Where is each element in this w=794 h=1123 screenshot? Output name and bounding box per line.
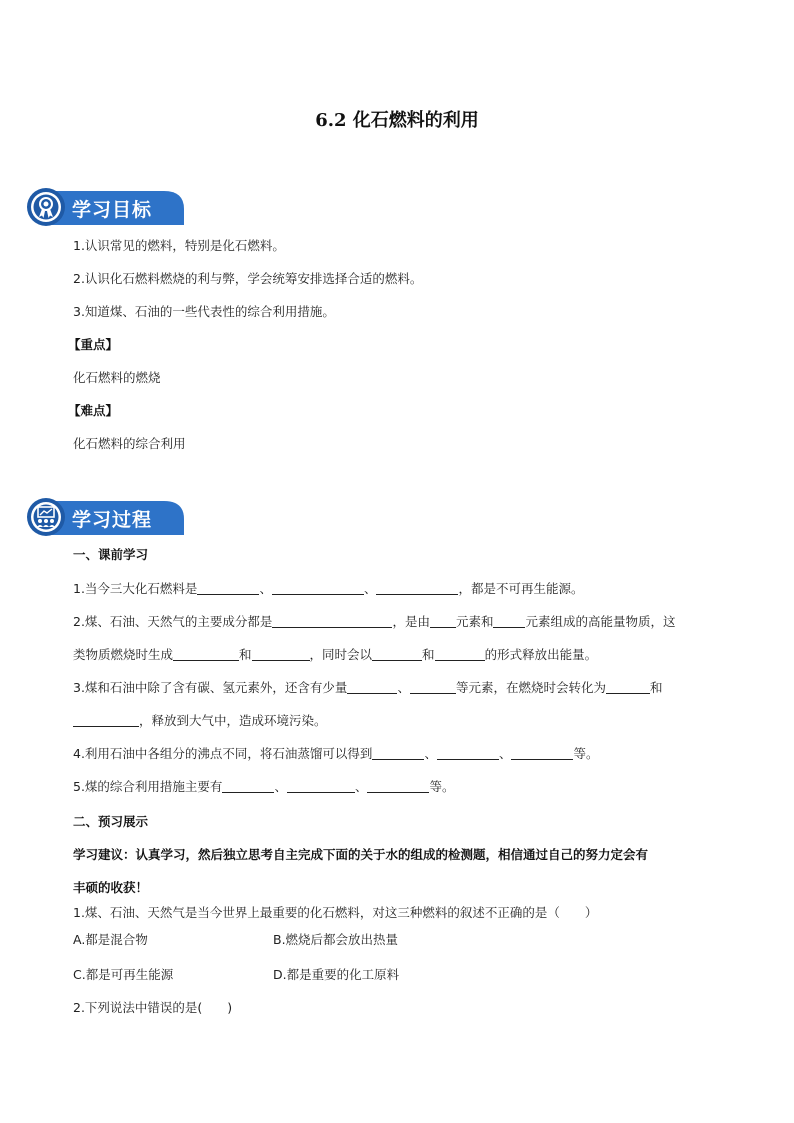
section-banner-process xyxy=(26,497,186,537)
answer-blank[interactable] xyxy=(272,613,392,628)
answer-blank[interactable] xyxy=(376,580,458,595)
goal-item: 1.认识常见的燃料，特别是化石燃料。 xyxy=(73,238,285,253)
answer-blank[interactable] xyxy=(272,580,364,595)
mcq-1-question: 1.煤、石油、天然气是当今世界上最重要的化石燃料，对这三种燃料的叙述不正确的是（ ） xyxy=(73,905,598,920)
study-advice: 学习建议：认真学习，然后独立思考自主完成下面的关于水的组成的检测题，相信通过自己的努力定会有 xyxy=(73,847,649,862)
section-title-goals: 学习目标 xyxy=(72,199,153,221)
mcq-2-question: 2.下列说法中错误的是( ) xyxy=(73,1000,233,1015)
answer-blank[interactable] xyxy=(511,745,573,760)
goal-item: 3.知道煤、石油的一些代表性的综合利用措施。 xyxy=(73,304,335,319)
answer-blank[interactable] xyxy=(410,679,456,694)
difficulty-text: 化石燃料的综合利用 xyxy=(73,436,186,451)
answer-blank[interactable] xyxy=(437,745,499,760)
question-2-cont: 类物质燃烧时生成 和 ，同时会以 和 的形式释放出能量。 xyxy=(73,647,598,662)
mcq-1-option-a[interactable]: A.都是混合物 xyxy=(73,932,148,947)
question-5: 5.煤的综合利用措施主要有 、 、 等。 xyxy=(73,779,455,794)
answer-blank[interactable] xyxy=(372,745,424,760)
answer-blank[interactable] xyxy=(197,580,259,595)
page-title: 6.2 化石燃料的利用 xyxy=(315,110,479,131)
section-banner-goals xyxy=(26,187,186,227)
difficulty-heading: 【难点】 xyxy=(68,403,119,418)
answer-blank[interactable] xyxy=(493,613,525,628)
question-2: 2.煤、石油、天然气的主要成分都是 ，是由 元素和 元素组成的高能量物质，这 xyxy=(73,614,676,629)
award-ribbon-icon xyxy=(26,187,66,227)
answer-blank[interactable] xyxy=(222,778,274,793)
key-text: 化石燃料的燃烧 xyxy=(73,370,161,385)
study-advice-cont: 丰硕的收获！ xyxy=(73,880,149,895)
answer-blank[interactable] xyxy=(606,679,650,694)
answer-blank[interactable] xyxy=(347,679,397,694)
answer-blank[interactable] xyxy=(372,646,422,661)
mcq-1-option-b[interactable]: B.燃烧后都会放出热量 xyxy=(273,932,399,947)
question-1: 1.当今三大化石燃料是 、 、 ，都是不可再生能源。 xyxy=(73,581,584,596)
mcq-1-option-c[interactable]: C.都是可再生能源 xyxy=(73,967,174,982)
question-3-cont: ，释放到大气中，造成环境污染。 xyxy=(73,712,327,730)
answer-blank[interactable] xyxy=(173,646,239,661)
mcq-1-option-d[interactable]: D.都是重要的化工原料 xyxy=(273,967,400,982)
part2-heading: 二、预习展示 xyxy=(73,814,149,829)
key-heading: 【重点】 xyxy=(68,337,119,352)
goal-item: 2.认识化石燃料燃烧的利与弊，学会统筹安排选择合适的燃料。 xyxy=(73,271,423,286)
question-3: 3.煤和石油中除了含有碳、氢元素外，还含有少量 、 等元素，在燃烧时会转化为 和 xyxy=(73,680,663,695)
answer-blank[interactable] xyxy=(435,646,485,661)
section-title-process: 学习过程 xyxy=(72,509,153,531)
answer-blank[interactable] xyxy=(367,778,429,793)
answer-blank[interactable] xyxy=(287,778,355,793)
answer-blank[interactable] xyxy=(252,646,310,661)
presentation-group-icon xyxy=(26,497,66,537)
part1-heading: 一、课前学习 xyxy=(73,547,149,562)
answer-blank[interactable] xyxy=(73,712,139,727)
question-4: 4.利用石油中各组分的沸点不同，将石油蒸馏可以得到 、 、 等。 xyxy=(73,746,599,761)
answer-blank[interactable] xyxy=(430,613,456,628)
